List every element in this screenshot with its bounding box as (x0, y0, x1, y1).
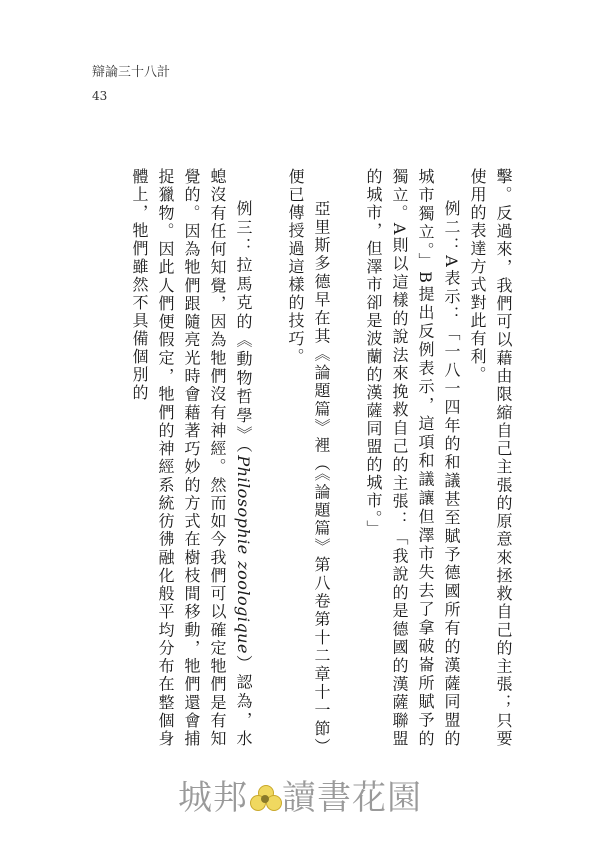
paragraph-1: 擊。反過來，我們可以藉由限縮自己主張的原意來拯救自己的主張；只要使用的表達方式對此有利。 (468, 168, 513, 748)
paragraph-2: 例二：A表示：「一八一四年的和議甚至賦予德國所有的漢薩同盟的城市獨立。」B提出反例表示，這項和議讓但澤市失去了拿破崙所賦予的獨立。A則以這樣的說法來挽救自己的主張：「我說的是德國的漢薩聯盟的城市，但澤市卻是波蘭的漢薩同盟的城市。」 (364, 168, 461, 748)
latin-title: Philosophie zoologique (234, 455, 253, 654)
paragraph-4-before: 例三：拉馬克的《動物哲學》（ (234, 200, 253, 456)
watermark-right-text: 讀書花園 (282, 778, 422, 818)
watermark-logo (0, 770, 600, 819)
paragraph-4-after: ）認為，水螅沒有任何知覺，因為牠們沒有神經。然而如今我們可以確定牠們是有知覺的。因為牠們跟隨亮光時會藉著巧妙的方式在樹枝間移動，牠們還會捕捉獵物。因此人們便假定，牠們的神經系統彷彿融化般平均分布在整個身體上，牠們雖然不具備個別的 (130, 168, 253, 749)
watermark-left-text: 城邦 (178, 778, 248, 818)
paragraph-3: 亞里斯多德早在其《論題篇》裡（《論題篇》第八卷第十二章十一節）便已傳授過這樣的技巧。 (286, 168, 331, 748)
running-title: 辯論三十八計 (92, 65, 171, 80)
page-number: 43 (92, 89, 108, 103)
paragraph-4 (126, 168, 256, 748)
body-text (76, 168, 516, 748)
flower-icon (250, 785, 280, 815)
